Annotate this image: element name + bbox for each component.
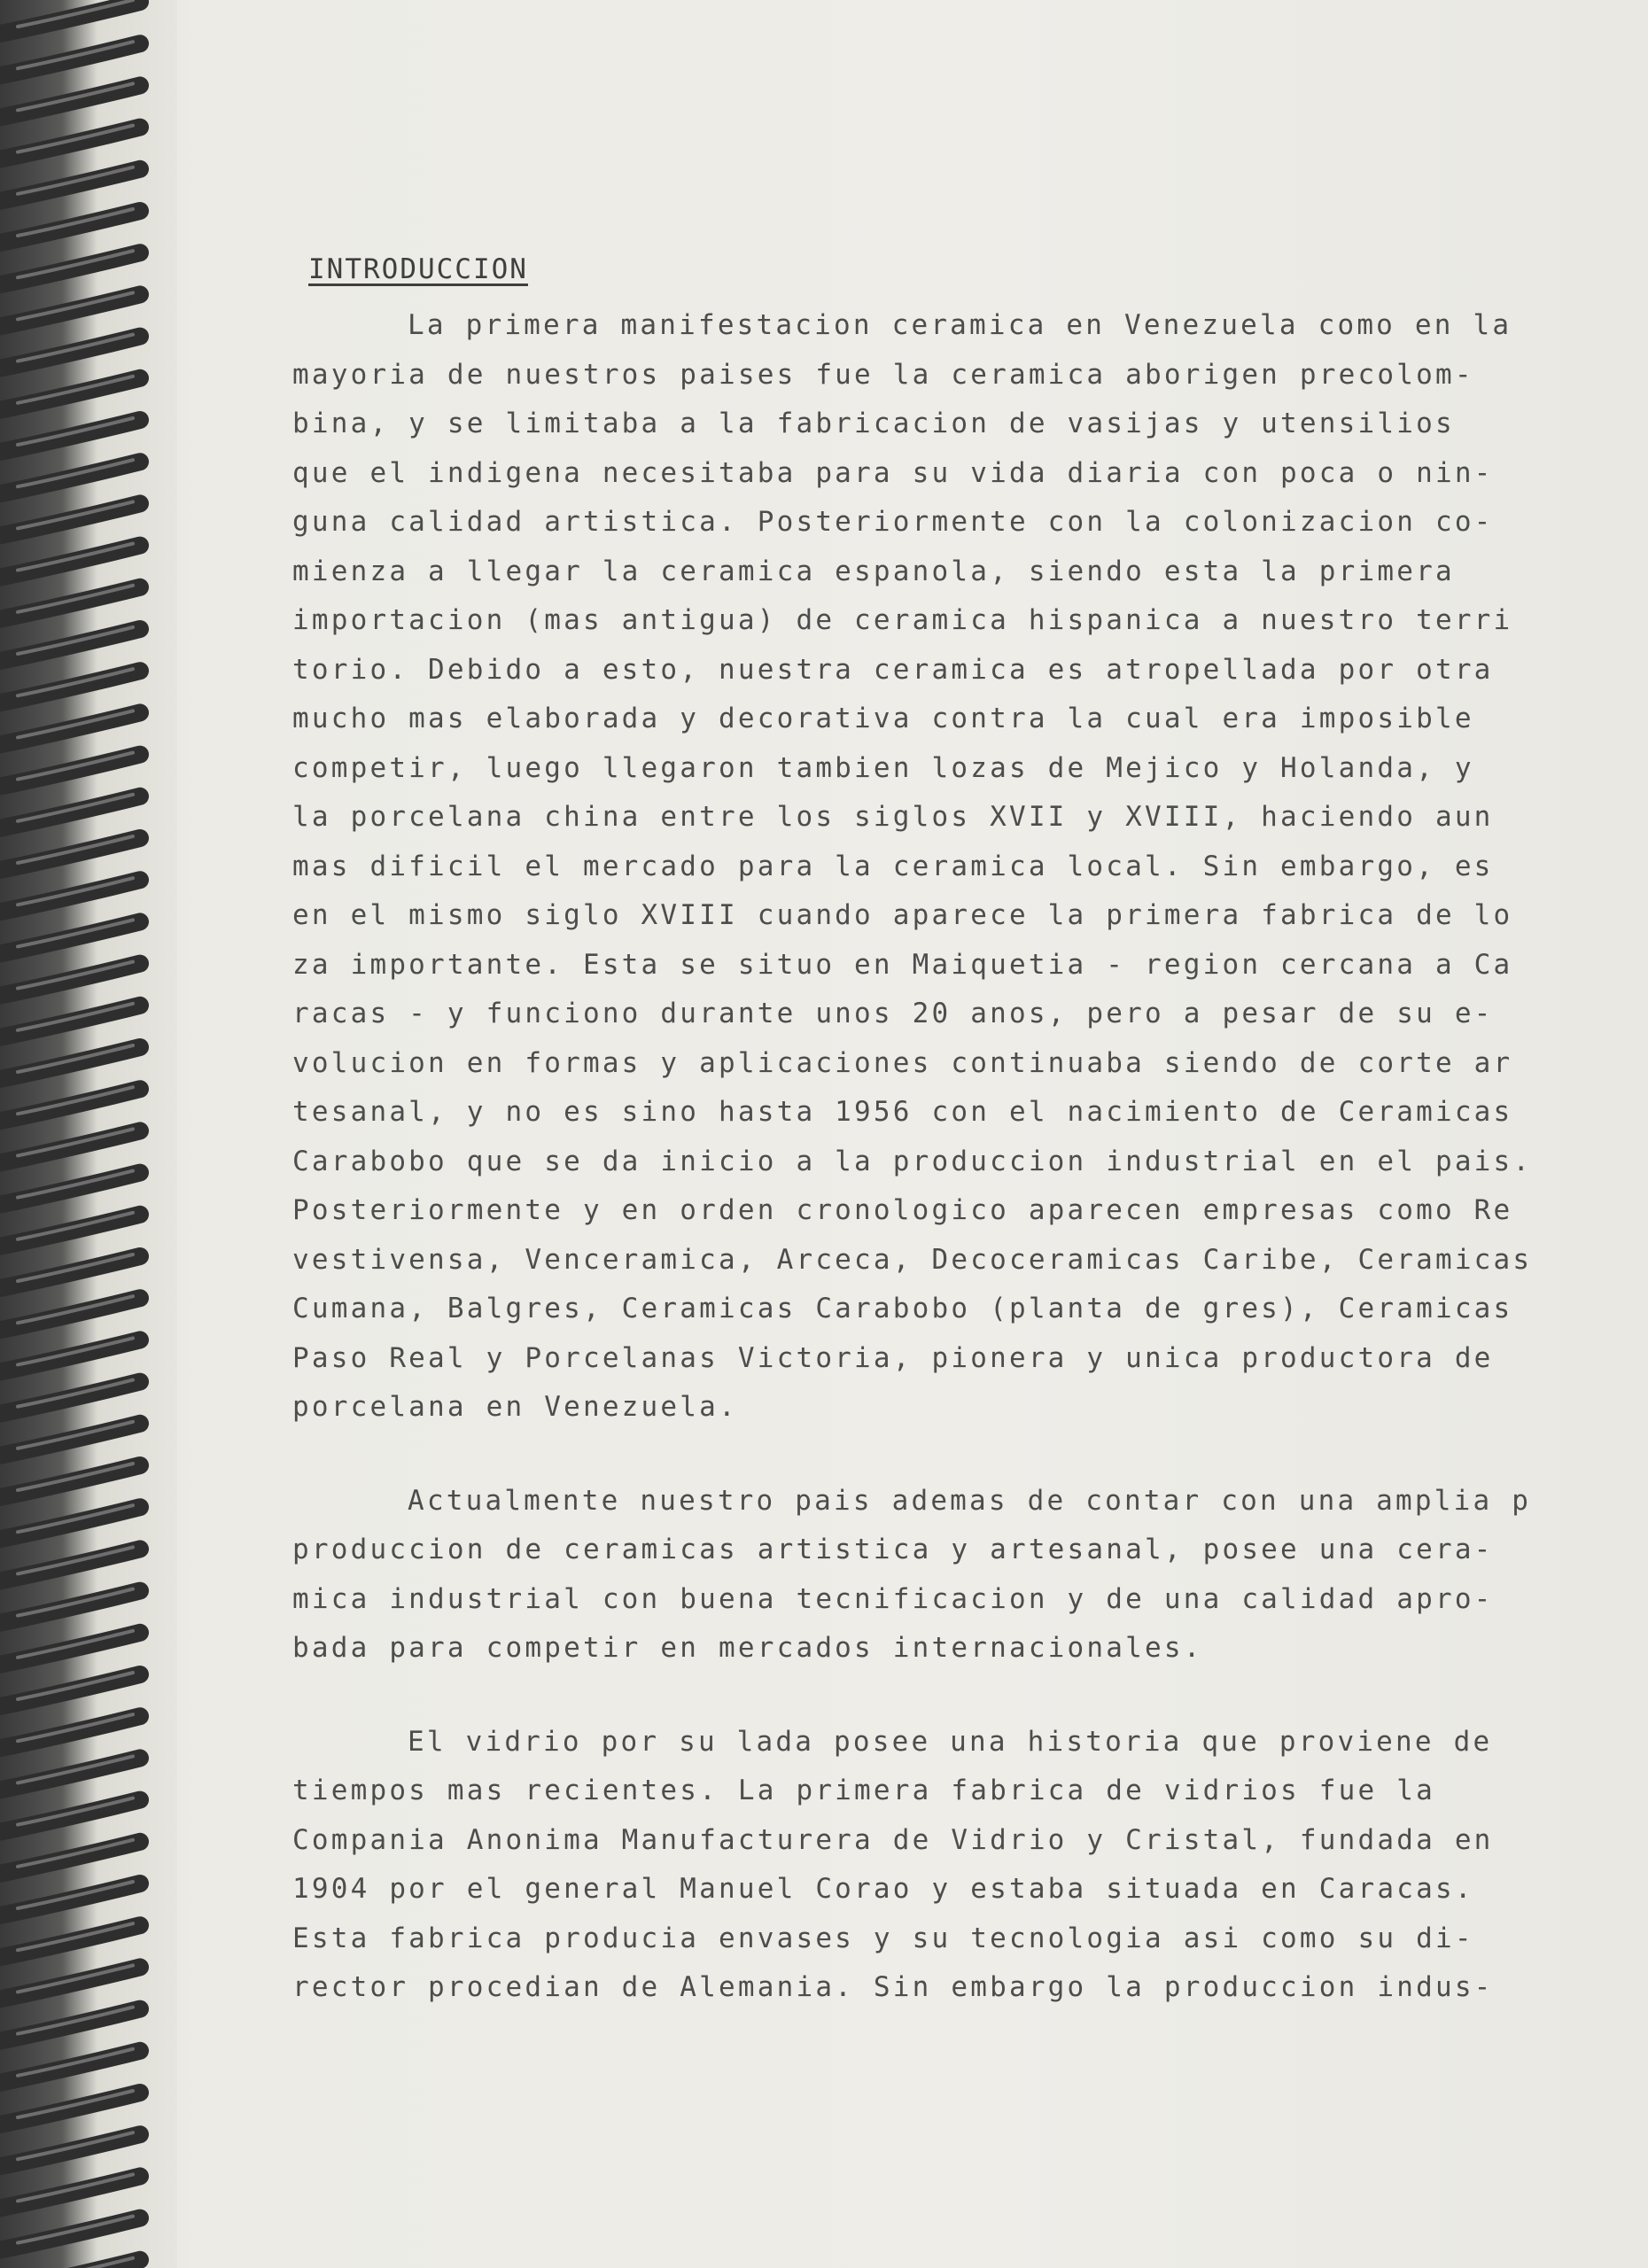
binding-coil bbox=[0, 501, 140, 535]
text-line: porcelana en Venezuela. bbox=[292, 1391, 738, 1423]
binding-coil bbox=[0, 1045, 140, 1079]
binding-coil bbox=[0, 795, 140, 828]
binding-coil bbox=[0, 1714, 140, 1748]
paragraph-ceramica bbox=[292, 301, 1568, 1433]
binding-coil bbox=[0, 1923, 140, 1957]
text-line: mucho mas elaborada y decorativa contra la cual era imposible bbox=[292, 703, 1474, 734]
binding-coil bbox=[0, 627, 140, 661]
binding-coil bbox=[0, 1129, 140, 1162]
binding-coil bbox=[0, 1840, 140, 1874]
binding-coil bbox=[0, 1589, 140, 1623]
text-line: mas dificil el mercado para la ceramica local. Sin embargo, es bbox=[292, 850, 1494, 882]
binding-coil bbox=[0, 2091, 140, 2124]
page-title: INTRODUCCION bbox=[308, 253, 528, 285]
text-line: en el mismo siglo XVIII cuando aparece la primera fabrica de lo bbox=[292, 899, 1513, 931]
binding-coil bbox=[0, 2217, 140, 2250]
binding-coil bbox=[0, 460, 140, 493]
binding-coil bbox=[0, 1380, 140, 1414]
text-line: la porcelana china entre los siglos XVII y XVIII, haciendo aun bbox=[292, 801, 1494, 833]
text-line: guna calidad artistica. Posteriormente con la colonizacion co- bbox=[292, 506, 1494, 538]
binding-coil bbox=[0, 2132, 140, 2166]
binding-coil bbox=[0, 1254, 140, 1288]
text-line: mica industrial con buena tecnificacion y de una calidad apro- bbox=[292, 1582, 1494, 1615]
text-line: Posteriormente y en orden cronologico aparecen empresas como Re bbox=[292, 1194, 1513, 1226]
text-line: Cumana, Balgres, Ceramicas Carabobo (planta de gres), Ceramicas bbox=[292, 1293, 1513, 1324]
text-line: Actualmente nuestro pais ademas de contar con una amplia p bbox=[408, 1484, 1532, 1517]
binding-coil bbox=[0, 753, 140, 787]
text-line: bina, y se limitaba a la fabricacion de vasijas y utensilios bbox=[292, 408, 1455, 439]
binding-coil bbox=[0, 1087, 140, 1121]
text-line: que el indigena necesitaba para su vida diaria con poca o nin- bbox=[292, 456, 1494, 489]
text-line: produccion de ceramicas artistica y artesanal, posee una cera- bbox=[292, 1534, 1494, 1565]
binding-coil bbox=[0, 586, 140, 619]
text-line: Carabobo que se da inicio a la produccion industrial en el pais. bbox=[292, 1145, 1533, 1177]
binding-coil bbox=[0, 2049, 140, 2083]
text-line: mayoria de nuestros paises fue la ceramica aborigen precolom- bbox=[292, 358, 1474, 391]
binding-coil bbox=[0, 292, 140, 326]
binding-coil bbox=[0, 2174, 140, 2208]
binding-coil bbox=[0, 83, 140, 117]
text-line: importacion (mas antigua) de ceramica hispanica a nuestro terri bbox=[292, 604, 1513, 636]
text-line: mienza a llegar la ceramica espanola, siendo esta la primera bbox=[292, 555, 1455, 587]
binding-coil bbox=[0, 544, 140, 578]
text-line: El vidrio por su lada posee una historia que proviene de bbox=[408, 1725, 1493, 1758]
text-line: tesanal, y no es sino hasta 1956 con el nacimiento de Ceramicas bbox=[292, 1096, 1513, 1128]
binding-coil bbox=[0, 335, 140, 369]
binding-coil bbox=[0, 1213, 140, 1247]
binding-coil bbox=[0, 42, 140, 75]
binding-coil bbox=[0, 1965, 140, 1999]
text-line: Compania Anonima Manufacturera de Vidrio y Cristal, fundada en bbox=[292, 1823, 1494, 1856]
binding-coil bbox=[0, 669, 140, 703]
binding-coil bbox=[0, 836, 140, 870]
text-line: tiempos mas recientes. La primera fabrica de vidrios fue la bbox=[292, 1775, 1435, 1806]
binding-coil bbox=[0, 1631, 140, 1665]
binding-coil bbox=[0, 2258, 140, 2268]
spiral-coils bbox=[0, 0, 177, 2268]
binding-coil bbox=[0, 1798, 140, 1832]
text-line: Paso Real y Porcelanas Victoria, pionera y unica productora de bbox=[292, 1341, 1494, 1374]
spiral-binding bbox=[0, 0, 177, 2268]
paragraph-vidrio bbox=[292, 1718, 1568, 2013]
text-line: competir, luego llegaron tambien lozas de Mejico y Holanda, y bbox=[292, 751, 1474, 784]
binding-coil bbox=[0, 1505, 140, 1539]
binding-coil bbox=[0, 1464, 140, 1497]
binding-coil bbox=[0, 377, 140, 410]
binding-coil bbox=[0, 418, 140, 452]
binding-coil bbox=[0, 1422, 140, 1456]
binding-coil bbox=[0, 2008, 140, 2041]
text-line: 1904 por el general Manuel Corao y estaba situada en Caracas. bbox=[292, 1873, 1474, 1905]
text-line: bada para competir en mercados internacionales. bbox=[292, 1632, 1203, 1664]
binding-coil bbox=[0, 1296, 140, 1330]
binding-coil bbox=[0, 1882, 140, 1915]
binding-coil bbox=[0, 1756, 140, 1790]
text-line: La primera manifestacion ceramica en Venezuela como en la bbox=[408, 309, 1512, 341]
paragraph-actualmente bbox=[292, 1477, 1568, 1674]
binding-coil bbox=[0, 1673, 140, 1706]
text-line: racas - y funciono durante unos 20 anos, pero a pesar de su e- bbox=[292, 998, 1494, 1029]
binding-coil bbox=[0, 878, 140, 912]
text-line: torio. Debido a esto, nuestra ceramica es atropellada por otra bbox=[292, 653, 1494, 686]
binding-coil bbox=[0, 1547, 140, 1581]
text-line: vestivensa, Venceramica, Arceca, Decoceramicas Caribe, Ceramicas bbox=[292, 1243, 1533, 1276]
text-line: za importante. Esta se situo en Maiquetia - region cercana a Ca bbox=[292, 948, 1513, 981]
text-line: volucion en formas y aplicaciones continuaba siendo de corte ar bbox=[292, 1046, 1513, 1079]
binding-coil bbox=[0, 1171, 140, 1205]
document-body bbox=[292, 248, 1568, 2013]
binding-coil bbox=[0, 167, 140, 201]
binding-coil bbox=[0, 251, 140, 284]
binding-coil bbox=[0, 1338, 140, 1371]
binding-coil bbox=[0, 126, 140, 159]
binding-coil bbox=[0, 920, 140, 953]
binding-coil bbox=[0, 209, 140, 243]
text-line: Esta fabrica producia envases y su tecnologia asi como su di- bbox=[292, 1922, 1474, 1954]
binding-coil bbox=[0, 0, 140, 34]
text-line: rector procedian de Alemania. Sin embargo la produccion indus- bbox=[292, 1971, 1494, 2003]
binding-coil bbox=[0, 711, 140, 744]
binding-coil bbox=[0, 962, 140, 996]
binding-coil bbox=[0, 1004, 140, 1037]
